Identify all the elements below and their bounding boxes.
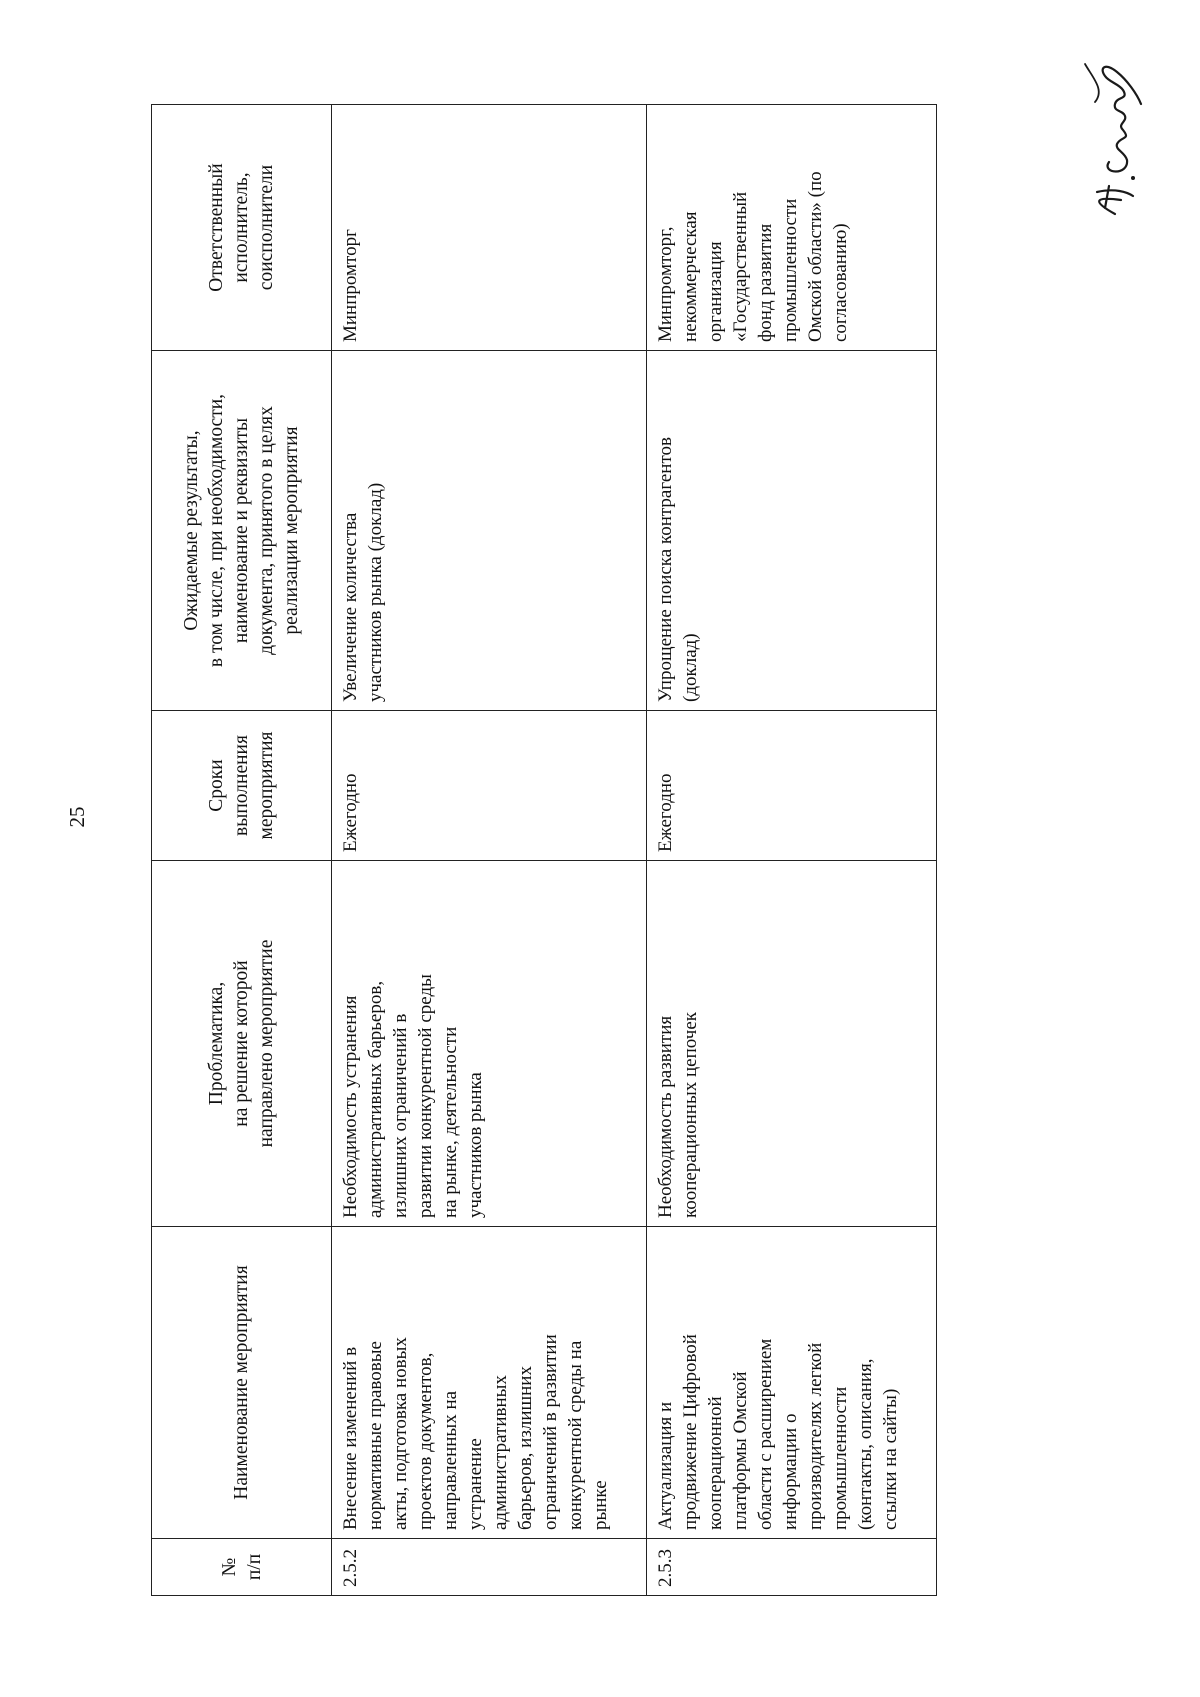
table-row bbox=[332, 105, 647, 1596]
cell-num-text: 2.5.2 bbox=[340, 1549, 361, 1587]
header-num-text: № п/п bbox=[218, 1553, 265, 1581]
cell-executor-text: Минпромторг, некоммерческая организация «Государственный фонд развития промышленности Омской области» (по согласованию) bbox=[655, 171, 851, 342]
cell-term-text: Ежегодно bbox=[340, 773, 361, 852]
cell-executor bbox=[647, 105, 937, 351]
cell-result bbox=[332, 351, 647, 711]
cell-problem-text: Необходимость развития кооперационных цепочек bbox=[655, 1012, 701, 1218]
header-problem-text: Проблематика, на решение которой направлено мероприятие bbox=[206, 939, 277, 1148]
header-executor bbox=[152, 105, 332, 351]
header-name bbox=[152, 1227, 332, 1539]
table-row bbox=[647, 105, 937, 1596]
cell-name-text: Актуализация и продвижение Цифровой кооперационной платформы Омской области с расширением информации о производителях легкой промышленности (контакты, описания, ссылки на сайты) bbox=[655, 1334, 901, 1530]
cell-name bbox=[647, 1227, 937, 1539]
handwritten-signature bbox=[1075, 52, 1155, 222]
header-term bbox=[152, 711, 332, 861]
header-name-text: Наименование мероприятия bbox=[231, 1265, 252, 1500]
cell-problem bbox=[647, 861, 937, 1227]
header-result-text: Ожидаемые результаты, в том числе, при необходимости, наименование и реквизиты документа, принятого в целях реализации мероприятия bbox=[181, 393, 302, 668]
cell-problem bbox=[332, 861, 647, 1227]
cell-term bbox=[647, 711, 937, 861]
cell-result bbox=[647, 351, 937, 711]
cell-num bbox=[647, 1539, 937, 1596]
cell-name bbox=[332, 1227, 647, 1539]
cell-term bbox=[332, 711, 647, 861]
cell-result-text: Увеличение количества участников рынка (доклад) bbox=[340, 482, 386, 702]
table-header-row bbox=[152, 105, 332, 1596]
cell-term-text: Ежегодно bbox=[655, 773, 676, 852]
header-executor-text: Ответственный исполнитель, соисполнители bbox=[206, 163, 277, 292]
header-result bbox=[152, 351, 332, 711]
header-problem bbox=[152, 861, 332, 1227]
cell-problem-text: Необходимость устранения административных барьеров, излишних ограничений в развитии конкурентной среды на рынке, деятельности участников рынка bbox=[340, 974, 486, 1218]
cell-num bbox=[332, 1539, 647, 1596]
cell-name-text: Внесение изменений в нормативные правовые акты, подготовка новых проектов документов, направленных на устранение административных барьеров, излишних ограничений в развитии конкурентной среды на рынке bbox=[340, 1334, 611, 1530]
measures-table bbox=[151, 104, 937, 1596]
cell-executor bbox=[332, 105, 647, 351]
page-number: 25 bbox=[65, 806, 89, 828]
cell-executor-text: Минпромторг bbox=[340, 229, 361, 342]
header-term-text: Сроки выполнения мероприятия bbox=[206, 731, 277, 840]
cell-num-text: 2.5.3 bbox=[655, 1549, 676, 1587]
header-num bbox=[152, 1539, 332, 1596]
cell-result-text: Упрощение поиска контрагентов (доклад) bbox=[655, 437, 701, 702]
